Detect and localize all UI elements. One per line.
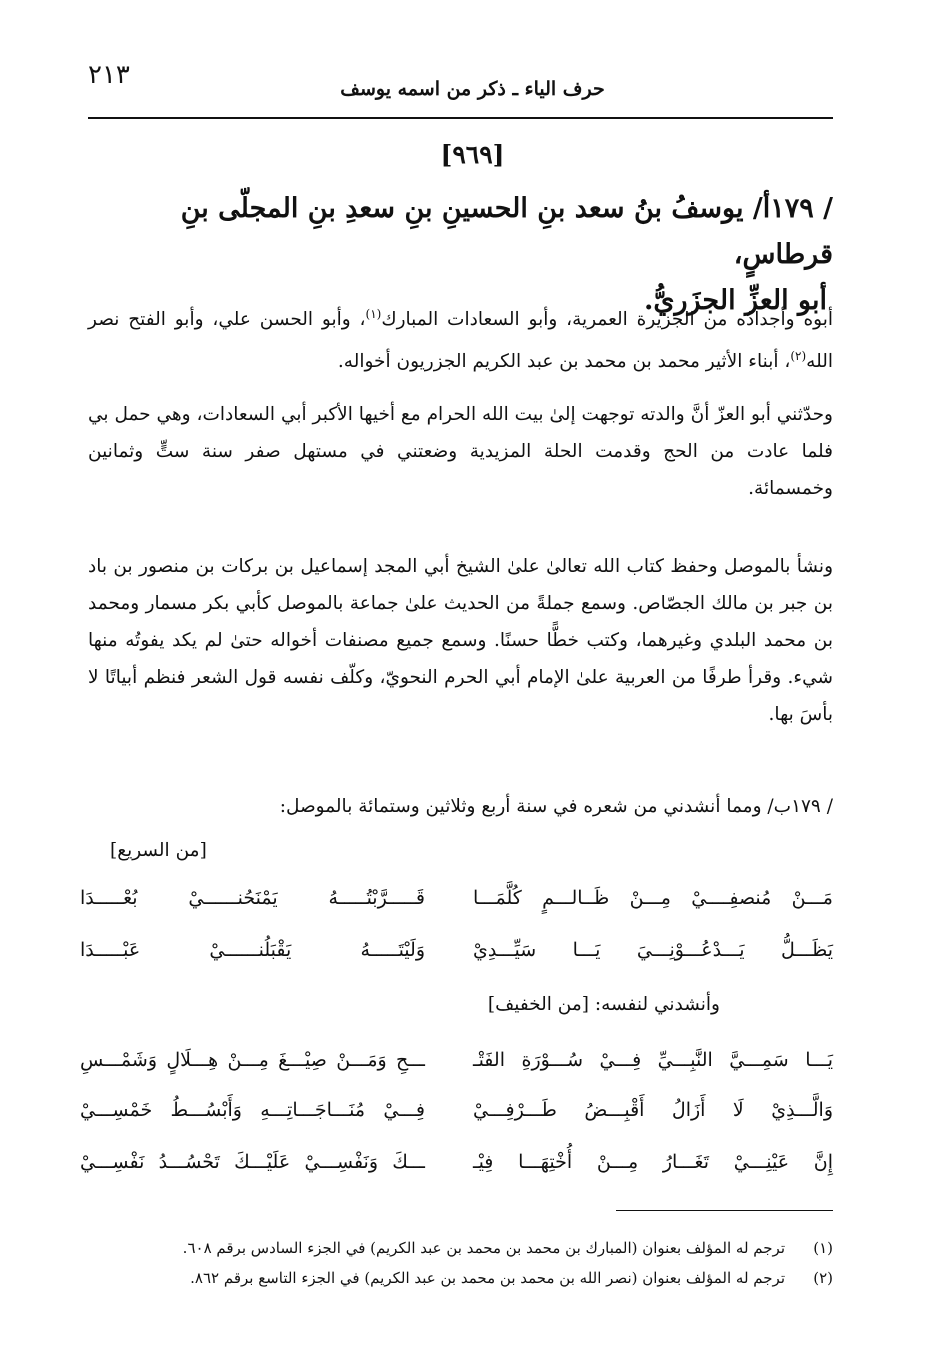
footnote-text: ترجم له المؤلف بعنوان (المبارك بن محمد بن محمد بن عبد الكريم) في الجزء السادس برقم ٦٠٨. xyxy=(182,1239,785,1257)
footnote-number: (٢) xyxy=(813,1269,833,1287)
footnote xyxy=(150,1266,833,1290)
footnote-ref-2: (٢) xyxy=(790,349,807,364)
paragraph-lineage-part3: ، أبناء الأثير محمد بن محمد بن عبد الكريم الجزريون أخواله. xyxy=(337,351,791,373)
footnote-number: (١) xyxy=(813,1239,833,1257)
page-number: ٢١٣ xyxy=(88,60,130,90)
paragraph-lineage-part1: أبوه وأجدادُه من الجزيرة العمرية، وأبو السعادات المبارك xyxy=(381,309,833,331)
verse-row xyxy=(80,1090,833,1130)
footnote xyxy=(150,1236,833,1260)
verse-first-hemistich: إِنَّ عَيْنِـــيْ تَغَـــارُ مِـــنْ أُخْتِهَـــا فِيْـ xyxy=(473,1151,833,1173)
poem1-meter: [من السريع] xyxy=(110,840,207,861)
verse-row xyxy=(80,878,833,918)
entry-title-line2: أبو العزِّ الجزَريُّ. xyxy=(643,285,827,316)
verse-first-hemistich: مَـــنْ مُنصفِــــيْ مِـــنْ ظَــالـــمٍ كُلَّمَـــا xyxy=(473,887,833,909)
paragraph-lineage xyxy=(88,296,833,380)
paragraph-poem-intro: / ١٧٩ب/ ومما أنشدني من شعره في سنة أربع وثلاثين وستمائة بالموصل: xyxy=(279,796,833,817)
footnote-ref-1: (١) xyxy=(365,307,382,321)
verse-first-hemistich: وَالَّـــذِيْ لَا أَزَالُ أَقْبِـــضُ طَـــرْفِـــيْ xyxy=(473,1099,833,1121)
verse-row xyxy=(80,930,833,970)
verse-row xyxy=(80,1040,833,1080)
verse-row xyxy=(80,1142,833,1182)
verse-second-hemistich: وَلَيْتَـــــهُ يَقْبَلُنــــــيْ عَبْـــــدَا xyxy=(80,939,425,961)
verse-second-hemistich: ـــحِ وَمَـــنْ صِيْـــغَ مِـــنْ هِـــلَالٍ وَشَمْـــسِ xyxy=(80,1049,425,1071)
entry-title-line1: / ١٧٩أ/ يوسفُ بنُ سعد بنِ الحسينِ بنِ سعدِ بنِ المجلّى بنِ قرطاسٍ، xyxy=(180,193,833,270)
paragraph-education: ونشأ بالموصل وحفظ كتاب الله تعالىٰ علىٰ الشيخ أبي المجد إسماعيل بن بركات بن منصور بن باد بن جبر بن مالك الجصّاص. وسمع جملةً من الحديث علىٰ جماعة بالموصل كأبي بكر مسمار ومحمد بن محمد البلدي وغيرهما، وكتب خطًّا حسنًا. وسمع جميع مصنفات أخواله حتىٰ لم يكد يفوتُه منها شيء. وقرأ طرفًا من العربية علىٰ الإمام أبي الحرم النحويّ، وكلّف نفسه قول الشعر فنظم أبياتًا لا بأسَ بها. xyxy=(88,556,833,725)
footnote-text: ترجم له المؤلف بعنوان (نصر الله بن محمد بن محمد بن عبد الكريم) في الجزء التاسع برقم ٨٦٢. xyxy=(190,1269,785,1287)
running-head: حرف الياء ـ ذكر من اسمه يوسف xyxy=(340,78,605,100)
paragraph-lineage-part2: ، وأبو الحسن علي، وأبو الفتح نصر الله xyxy=(88,309,833,373)
entry-number: [٩٦٩] xyxy=(440,140,505,169)
poem2-intro: وأنشدني لنفسه: [من الخفيف] xyxy=(487,994,720,1015)
verse-first-hemistich: يَـــا سَمِـــيَّ النَّبِـــيِّ فِـــيْ سُـــوْرَةِ الفَتْـ xyxy=(473,1049,833,1071)
verse-first-hemistich: يَظَـــلُّ يَـــدْعُـــوْنِـــيَ يَـــا سَيِّـــدِيْ xyxy=(473,939,833,961)
verse-second-hemistich: قَـــــرَّبْتُـــــهُ يَمْنَحُنــــــيْ بُعْـــــدَا xyxy=(80,887,425,909)
verse-second-hemistich: ـــكَ وَنَفْسِـــيْ عَلَيْـــكَ تَحْسُـــدُ نَفْسِـــيْ xyxy=(80,1151,425,1173)
header-rule xyxy=(88,117,833,119)
verse-second-hemistich: فِـــيْ مُنَـــاجَـــاتِـــهِ وَأَبْسُـــطُ خَمْسِـــيْ xyxy=(80,1099,425,1121)
paragraph-birth: وحدّثني أبو العزّ أنَّ والدته توجهت إلىٰ بيت الله الحرام مع أخيها الأكبر أبي السعادات، وهي حمل بي فلما عادت من الحج وقدمت الحلة المزيدية وضعتني في مستهل صفر سنة ستٍّ وثمانين وخمسمائة. xyxy=(88,404,833,499)
footnote-rule xyxy=(616,1210,833,1211)
